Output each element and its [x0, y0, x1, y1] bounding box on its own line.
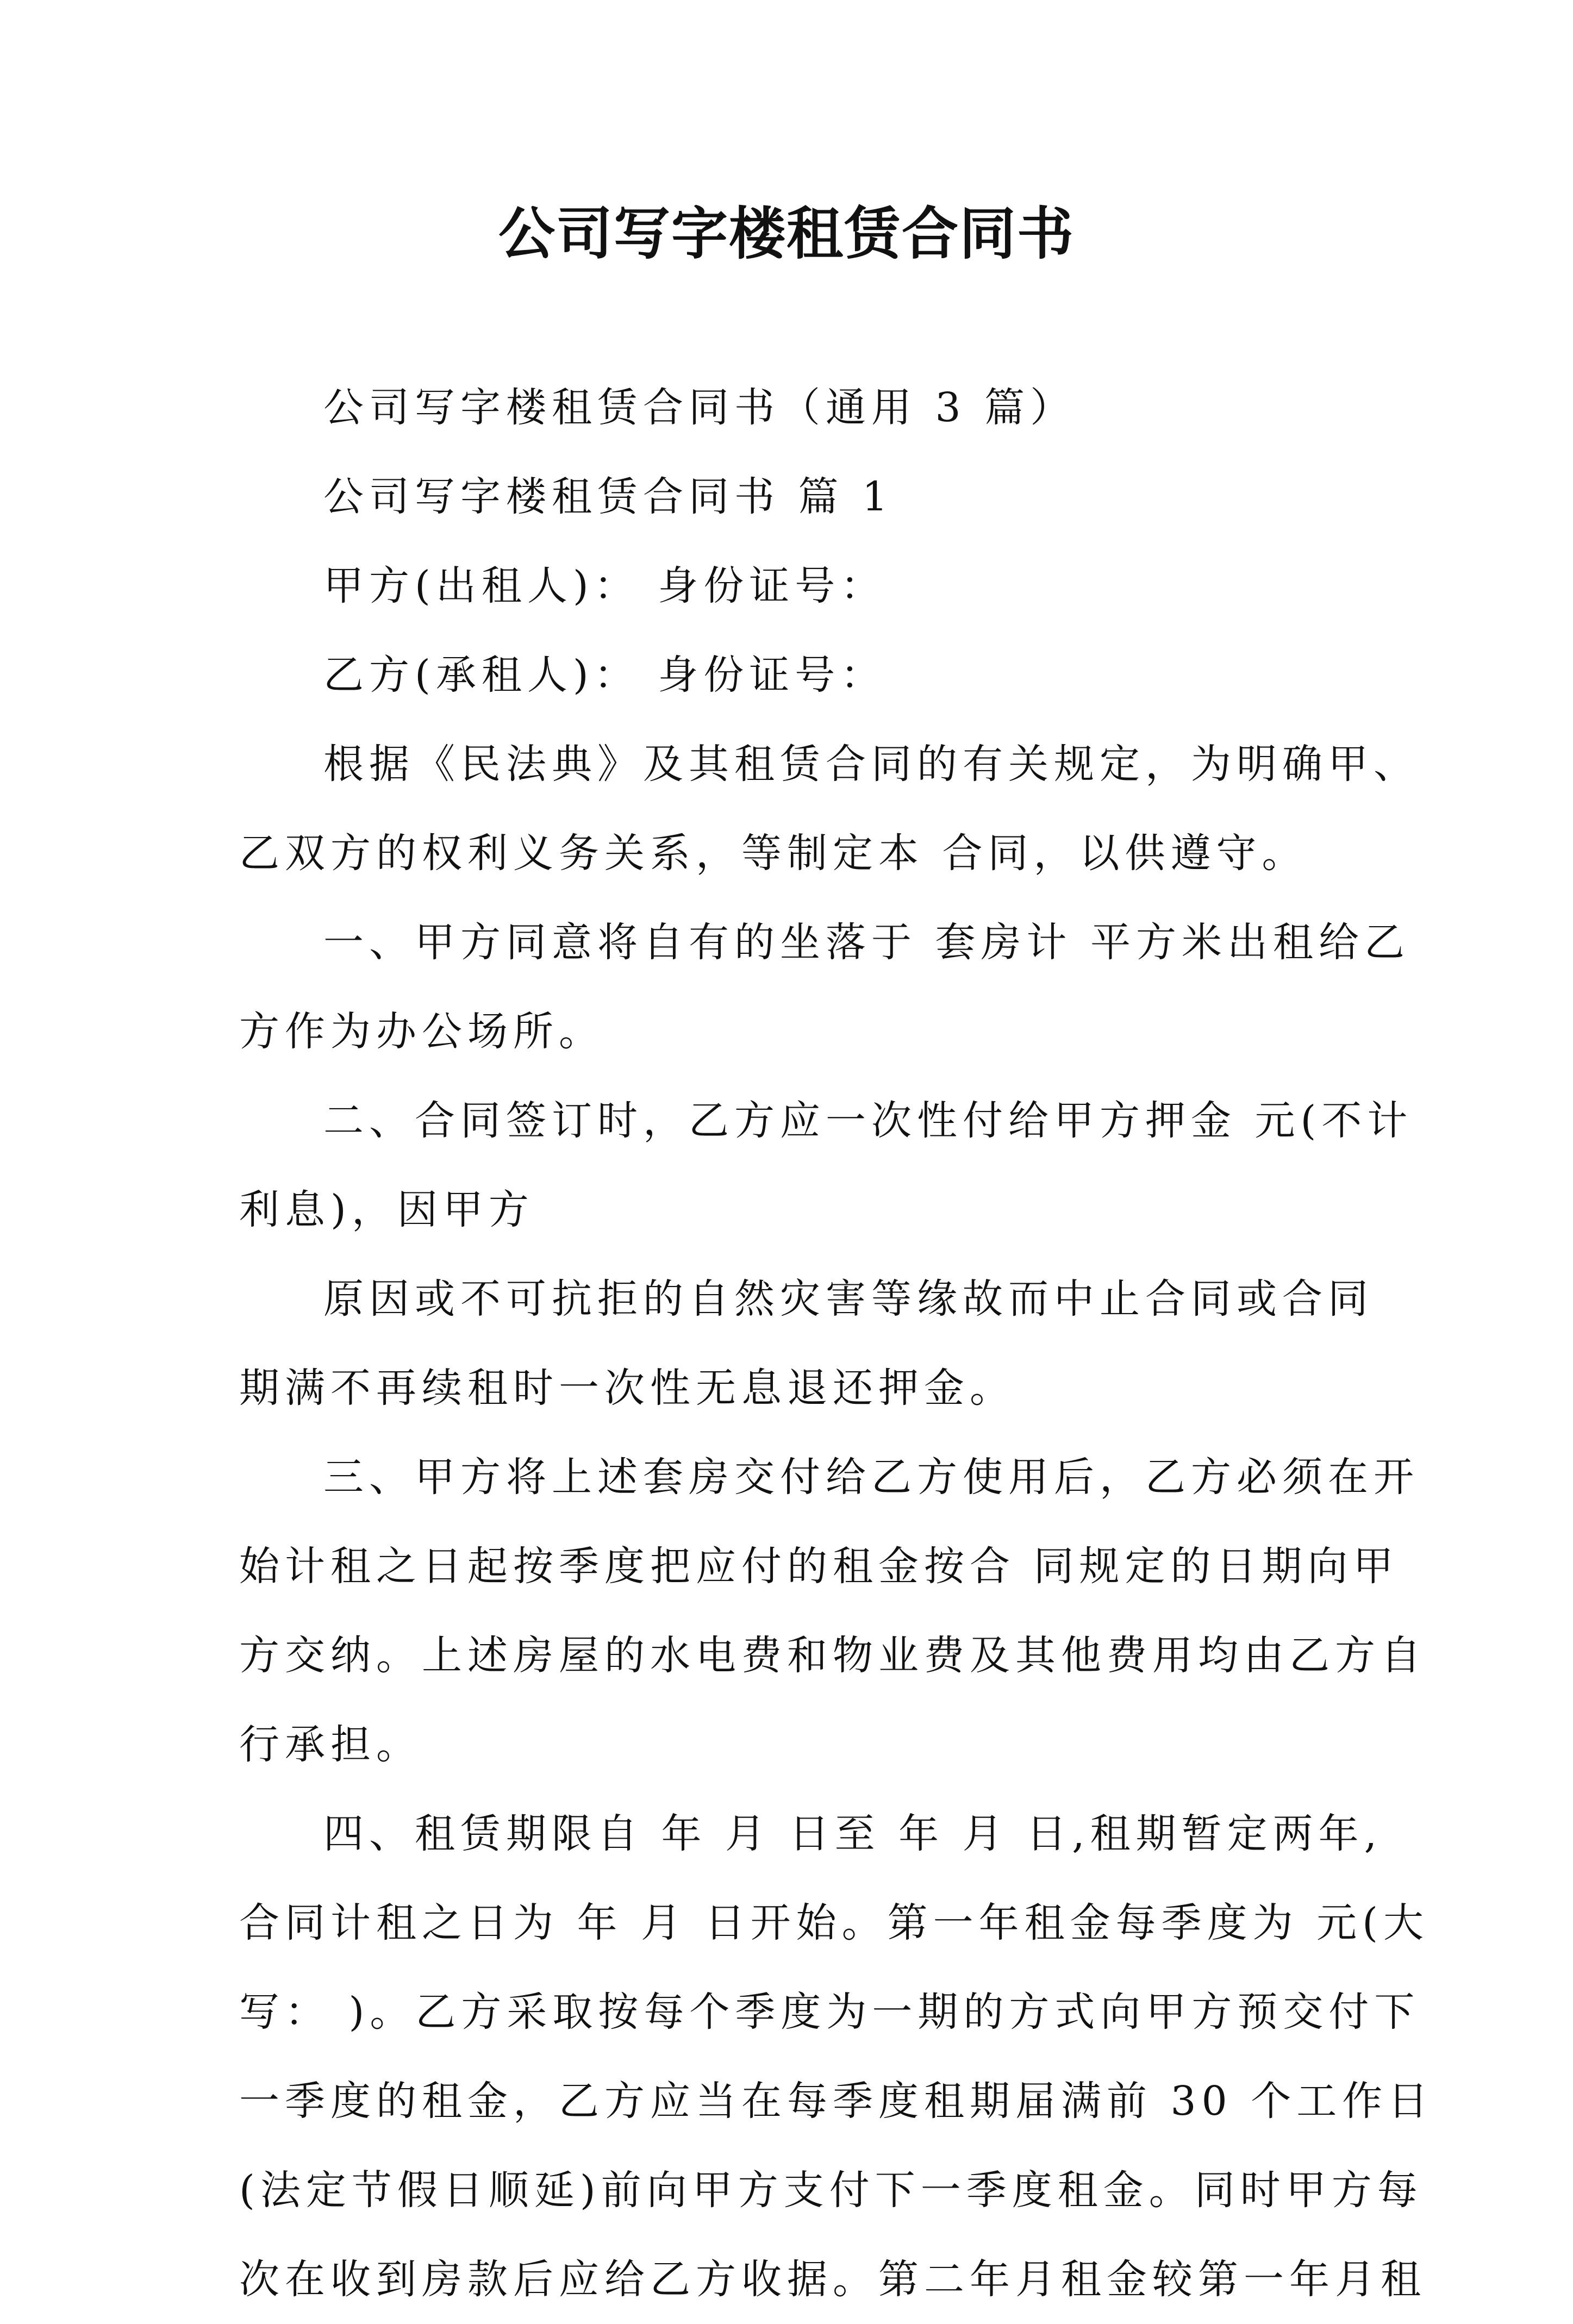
paragraph-line: 方作为办公场所。	[239, 1008, 604, 1055]
paragraph-line: 一季度的租金，乙方应当在每季度租期届满前 30 个工作日	[239, 2078, 1434, 2125]
paragraph-line: 始计租之日起按季度把应付的租金按合 同规定的日期向甲	[239, 1543, 1399, 1590]
paragraph-line: 次在收到房款后应给乙方收据。第二年月租金较第一年月租	[239, 2256, 1426, 2303]
document-body	[239, 363, 1434, 2324]
paragraph-line: 行承担。	[239, 1721, 422, 1768]
paragraph-line: 原因或不可抗拒的自然灾害等缘故而中止合同或合同	[323, 1276, 1374, 1322]
paragraph-line: 公司写字楼租赁合同书（通用 3 篇）	[323, 384, 1076, 431]
paragraph-line: 公司写字楼租赁合同书 篇 1	[323, 473, 894, 520]
paragraph-line: 二、合同签订时，乙方应一次性付给甲方押金 元(不计	[323, 1097, 1413, 1144]
paragraph-line: 期满不再续租时一次性无息退还押金。	[239, 1365, 1015, 1411]
paragraph-line: 根据《民法典》及其租赁合同的有关规定，为明确甲、	[323, 741, 1419, 788]
paragraph-line: 四、租赁期限自 年 月 日至 年 月 日,租期暂定两年,	[323, 1810, 1383, 1857]
paragraph-line: 一、甲方同意将自有的坐落于 套房计 平方米出租给乙	[323, 919, 1410, 966]
paragraph-line: (法定节假日顺延)前向甲方支付下一季度租金。同时甲方每	[239, 2167, 1423, 2214]
paragraph-line: 合同计租之日为 年 月 日开始。第一年租金每季度为 元(大	[239, 1900, 1429, 1946]
paragraph-line: 甲方(出租人)： 身份证号：	[323, 563, 887, 609]
paragraph-line: 利息)，因甲方	[239, 1186, 534, 1233]
paragraph-line: 乙双方的权利义务关系，等制定本 合同，以供遵守。	[239, 830, 1308, 877]
paragraph-line: 方交纳。上述房屋的水电费和物业费及其他费用均由乙方自	[239, 1632, 1426, 1679]
document-title: 公司写字楼租赁合同书	[498, 200, 1075, 267]
paragraph-line: 乙方(承租人)： 身份证号：	[323, 652, 887, 698]
paragraph-line: 三、甲方将上述套房交付给乙方使用后，乙方必须在开	[323, 1454, 1419, 1501]
paragraph-line: 写： )。乙方采取按每个季度为一期的方式向甲方预交付下	[239, 1989, 1420, 2035]
